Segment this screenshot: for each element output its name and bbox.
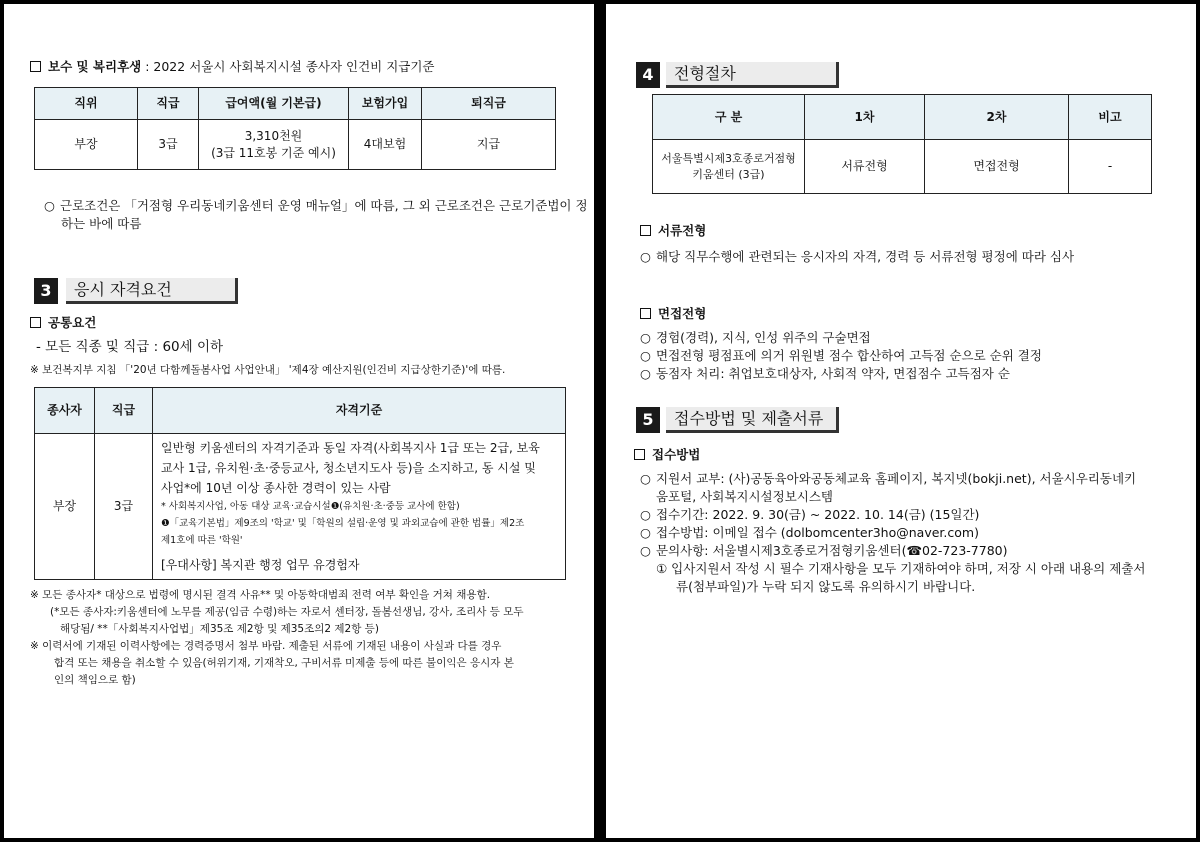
work-condition: [44, 197, 588, 233]
checkbox-square-icon: [640, 308, 651, 319]
doc-screen-text: 해당 직무수행에 관련되는 응시자의 자격, 경력 등 서류전형 평정에 따라 심사: [656, 249, 1075, 264]
section-3-title: 응시 자격요건: [66, 278, 238, 304]
interview-item: 경험(경력), 지식, 인성 위주의 구술면접: [656, 330, 871, 345]
qual-header-worker: 종사자: [35, 388, 95, 434]
bullet-circle-icon: ○: [640, 507, 651, 522]
bullet-circle-icon: ○: [640, 471, 651, 486]
proc-name-line: 키움센터 (3급): [692, 167, 765, 181]
qual-header-grade: 직급: [95, 388, 153, 434]
proc-cell-remark: -: [1069, 140, 1152, 194]
criteria-line: 사업*에 10년 이상 종사한 경력이 있는 사람: [161, 481, 391, 495]
salary-amount: 3,310천원: [244, 128, 303, 143]
section-3-number: 3: [34, 278, 58, 304]
common-req-label: 공통요건: [48, 315, 97, 330]
receipt-heading: [634, 446, 700, 464]
note-line: 해당됨/ **「사회복지사업법」제35조 제2항 및 제35조의2 제2항 등): [60, 623, 379, 635]
doc-screen-item: [640, 248, 1074, 266]
criteria-line: 교사 1급, 유치원·초·중등교사, 청소년지도사 등)을 소지하고, 동 시설 및: [161, 461, 536, 475]
proc-header-remark: 비고: [1069, 95, 1152, 140]
pay-table: [34, 87, 556, 170]
interview-item: 동점자 처리: 취업보호대상자, 사회적 약자, 면접점수 고득점자 순: [656, 366, 1010, 381]
doc-screen-title: 서류전형: [658, 223, 707, 238]
note-line: 합격 또는 채용을 취소할 수 있음(허위기재, 기재착오, 구비서류 미제출 등에 따른 불이익은 응시자 본: [54, 657, 514, 669]
note-line: (*모든 종사자:키움센터에 노무를 제공(임금 수령)하는 자로서 센터장, 돌봄선생님, 강사, 조리사 등 모두: [50, 606, 524, 618]
work-condition-line-1: 근로조건은 「거점형 우리동네키움센터 운영 매뉴얼」에 따름, 그 외 근로조건은 근로기준법이 정: [60, 198, 588, 213]
receipt-item: 접수방법: 이메일 접수 (dolbomcenter3ho@naver.com): [656, 525, 979, 540]
bullet-circle-icon: ○: [640, 525, 651, 540]
preference: [우대사항] 복지관 행정 업무 유경험자: [161, 558, 360, 572]
pay-cell-salary: [199, 120, 349, 170]
pay-header-grade: 직급: [138, 88, 199, 120]
bullet-circle-icon: ○: [640, 348, 651, 363]
interview-item: 면접전형 평점표에 의거 위원별 점수 합산하여 고득점 순으로 순위 결정: [656, 348, 1042, 363]
section-5-title: 접수방법 및 제출서류: [666, 407, 839, 433]
left-page: [4, 4, 594, 838]
receipt-item: 접수기간: 2022. 9. 30(금) ~ 2022. 10. 14(금) (15일간): [656, 507, 980, 522]
pay-heading-rest: : 2022 서울시 사회복지시설 종사자 인건비 지급기준: [145, 59, 435, 74]
bullet-circle-icon: ○: [44, 198, 55, 213]
age-requirement: - 모든 직종 및 직급 : 60세 이하: [36, 339, 224, 355]
note-line: ※ 모든 종사자* 대상으로 법령에 명시된 결격 사유** 및 아동학대범죄 전력 여부 확인을 거쳐 채용함.: [30, 589, 491, 601]
pay-header-severance: 퇴직금: [422, 88, 556, 120]
interview-title: 면접전형: [658, 306, 707, 321]
checkbox-square-icon: [30, 317, 41, 328]
receipt-item: 지원서 교부: (사)공동육아와공동체교육 홈페이지, 복지넷(bokji.net), 서울시우리동네키: [656, 471, 1137, 486]
pay-cell-position: 부장: [35, 120, 138, 170]
notes-block: [30, 587, 524, 689]
guideline-note: ※ 보건복지부 지침 「'20년 다함께돌봄사업 사업안내」 '제4장 예산지원(인건비 지급상한기준)'에 따름.: [30, 364, 506, 376]
common-req-heading: [30, 314, 96, 332]
proc-header-first: 1차: [805, 95, 925, 140]
proc-header-second: 2차: [925, 95, 1069, 140]
receipt-item-continued: 움포털, 사회복지시설정보시스템: [656, 489, 833, 504]
bullet-circle-icon: ○: [640, 366, 651, 381]
receipt-item: 문의사항: 서울별시제3호종로거점형키움센터(☎02-723-7780): [656, 543, 1008, 558]
pay-header-position: 직위: [35, 88, 138, 120]
bullet-circle-icon: ○: [640, 543, 651, 558]
qualification-table: [34, 387, 566, 580]
bullet-circle-icon: ○: [640, 249, 651, 264]
criteria-footnote: * 사회복지사업, 아동 대상 교육·교습시설❶(유치원·초·중등 교사에 한함): [161, 501, 460, 512]
pay-heading: [30, 58, 435, 76]
receipt-sub-item: ① 입사지원서 작성 시 필수 기재사항을 모두 기재하여야 하며, 저장 시 아래 내용의 제출서: [656, 561, 1146, 576]
section-4-number: 4: [636, 62, 660, 88]
note-line: 인의 책임으로 함): [54, 674, 136, 686]
qual-cell-position: 부장: [35, 434, 95, 580]
receipt-sub-item-continued: 류(첨부파일)가 누락 되지 않도록 유의하시기 바랍니다.: [676, 579, 976, 594]
note-line: ※ 이력서에 기재된 이력사항에는 경력증명서 첨부 바람. 제출된 서류에 기재된 내용이 사실과 다를 경우: [30, 640, 502, 652]
interview-list: [640, 329, 1042, 383]
proc-cell-second: 면접전형: [925, 140, 1069, 194]
criteria-footnote: 제1호에 따른 '학원': [161, 535, 243, 546]
pay-cell-severance: 지급: [422, 120, 556, 170]
criteria-line: 일반형 키움센터의 자격기준과 동일 자격(사회복지사 1급 또는 2급, 보육: [161, 441, 540, 455]
pay-heading-bold: 보수 및 복리후생: [48, 59, 142, 74]
proc-cell-first: 서류전형: [805, 140, 925, 194]
section-5-number: 5: [636, 407, 660, 433]
pay-header-insurance: 보험가입: [349, 88, 422, 120]
pay-cell-insurance: 4대보험: [349, 120, 422, 170]
receipt-title: 접수방법: [652, 447, 701, 462]
receipt-list: [640, 470, 1145, 596]
pay-header-salary: 급여액(월 기본급): [199, 88, 349, 120]
checkbox-square-icon: [634, 449, 645, 460]
pay-cell-grade: 3급: [138, 120, 199, 170]
section-4-title: 전형절차: [666, 62, 839, 88]
checkbox-square-icon: [30, 61, 41, 72]
right-page: [606, 4, 1196, 838]
qual-cell-criteria: [153, 434, 566, 580]
procedure-table: [652, 94, 1152, 194]
checkbox-square-icon: [640, 225, 651, 236]
criteria-footnote: ❶「교육기본법」제9조의 '학교' 및「학원의 설립·운영 및 과외교습에 관한 법률」제2조: [161, 518, 525, 529]
proc-cell-name: [653, 140, 805, 194]
salary-note: (3급 11호봉 기준 예시): [211, 145, 336, 160]
doc-screen-heading: [640, 222, 706, 240]
qual-header-criteria: 자격기준: [153, 388, 566, 434]
proc-header-category: 구 분: [653, 95, 805, 140]
interview-heading: [640, 305, 706, 323]
proc-name-line: 서울특별시제3호종로거점형: [661, 151, 796, 165]
qual-cell-grade: 3급: [95, 434, 153, 580]
work-condition-line-2: 하는 바에 따름: [61, 216, 142, 231]
bullet-circle-icon: ○: [640, 330, 651, 345]
